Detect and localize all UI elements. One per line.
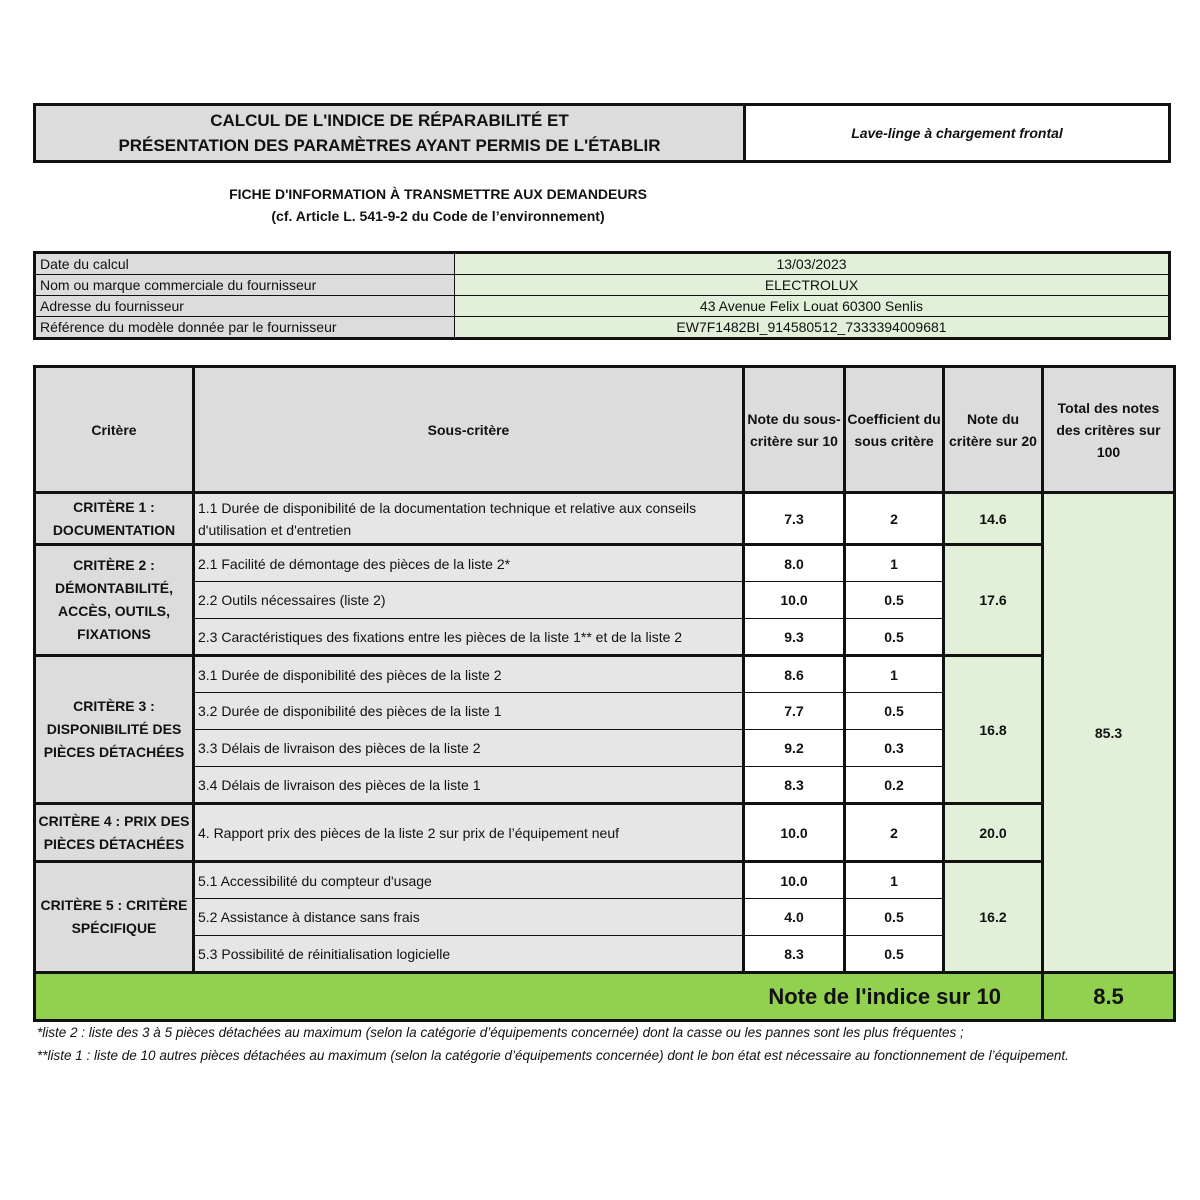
info-row (35, 253, 1170, 275)
fiche-line2: (cf. Article L. 541-9-2 du Code de l’environnement) (271, 208, 605, 224)
criterion-label: CRITÈRE 2 : DÉMONTABILITÉ, ACCÈS, OUTILS, FIXATIONS (35, 545, 194, 656)
info-row (35, 275, 1170, 296)
criterion-score: 16.2 (944, 862, 1043, 973)
sub-criterion-coefficient: 0.5 (845, 619, 944, 656)
criterion-label: CRITÈRE 4 : PRIX DES PIÈCES DÉTACHÉES (35, 804, 194, 862)
table-header-row (35, 367, 1175, 493)
info-value: ELECTROLUX (455, 275, 1170, 296)
sub-criterion-coefficient: 0.5 (845, 693, 944, 730)
table-row (35, 493, 1175, 545)
sub-criterion-label: 3.3 Délais de livraison des pièces de la liste 2 (194, 730, 744, 767)
table-row (35, 862, 1175, 899)
header-title-line1: CALCUL DE L'INDICE DE RÉPARABILITÉ ET (210, 111, 569, 130)
header-sous-critere: Sous-critère (194, 367, 744, 493)
header-note-critere: Note du critère sur 20 (944, 367, 1043, 493)
sub-criterion-note: 10.0 (744, 582, 845, 619)
criterion-label: CRITÈRE 3 : DISPONIBILITÉ DES PIÈCES DÉTACHÉES (35, 656, 194, 804)
header-coefficient: Coefficient du sous critère (845, 367, 944, 493)
sub-criterion-note: 4.0 (744, 899, 845, 936)
sub-criterion-label: 5.2 Assistance à distance sans frais (194, 899, 744, 936)
total-score: 85.3 (1043, 493, 1175, 973)
info-value: 13/03/2023 (455, 253, 1170, 275)
sub-criterion-coefficient: 2 (845, 804, 944, 862)
sub-criterion-label: 3.1 Durée de disponibilité des pièces de la liste 2 (194, 656, 744, 693)
sub-criterion-coefficient: 0.5 (845, 582, 944, 619)
info-label: Adresse du fournisseur (35, 296, 455, 317)
footnote-liste-2: *liste 2 : liste des 3 à 5 pièces détachées au maximum (selon la catégorie d’équipements concernée) dont la casse ou les pannes sont les plus fréquentes ; (37, 1025, 964, 1040)
product-type: Lave-linge à chargement frontal (851, 125, 1063, 141)
final-score-label: Note de l'indice sur 10 (35, 973, 1043, 1021)
criterion-score: 14.6 (944, 493, 1043, 545)
sub-criterion-note: 8.3 (744, 767, 845, 804)
sub-criterion-label: 4. Rapport prix des pièces de la liste 2 sur prix de l’équipement neuf (194, 804, 744, 862)
header-critere: Critère (35, 367, 194, 493)
sub-criterion-note: 7.7 (744, 693, 845, 730)
header-note-sous-critere: Note du sous-critère sur 10 (744, 367, 845, 493)
criterion-label: CRITÈRE 5 : CRITÈRE SPÉCIFIQUE (35, 862, 194, 973)
sub-criterion-note: 7.3 (744, 493, 845, 545)
header-box (33, 103, 1171, 163)
info-label: Date du calcul (35, 253, 455, 275)
supplier-info-table (33, 251, 1171, 340)
sub-criterion-note: 8.6 (744, 656, 845, 693)
sub-criterion-label: 3.2 Durée de disponibilité des pièces de la liste 1 (194, 693, 744, 730)
table-row (35, 656, 1175, 693)
sub-criterion-coefficient: 0.2 (845, 767, 944, 804)
sub-criterion-coefficient: 0.3 (845, 730, 944, 767)
final-score-row (35, 973, 1175, 1021)
info-row (35, 296, 1170, 317)
info-label: Référence du modèle donnée par le fournisseur (35, 317, 455, 339)
fiche-line1: FICHE D'INFORMATION À TRANSMETTRE AUX DEMANDEURS (229, 186, 647, 202)
sub-criterion-note: 8.3 (744, 936, 845, 973)
sub-criterion-coefficient: 2 (845, 493, 944, 545)
final-score-value: 8.5 (1043, 973, 1175, 1021)
table-row (35, 804, 1175, 862)
sub-criterion-coefficient: 0.5 (845, 936, 944, 973)
sub-criterion-coefficient: 1 (845, 656, 944, 693)
sub-criterion-label: 5.3 Possibilité de réinitialisation logicielle (194, 936, 744, 973)
sub-criterion-label: 3.4 Délais de livraison des pièces de la liste 1 (194, 767, 744, 804)
info-row (35, 317, 1170, 339)
header-title-line2: PRÉSENTATION DES PARAMÈTRES AYANT PERMIS DE L'ÉTABLIR (118, 136, 661, 155)
header-title (36, 106, 746, 160)
info-value: EW7F1482BI_914580512_7333394009681 (455, 317, 1170, 339)
sub-criterion-label: 2.3 Caractéristiques des fixations entre les pièces de la liste 1** et de la liste 2 (194, 619, 744, 656)
sub-criterion-coefficient: 1 (845, 545, 944, 582)
sub-criterion-coefficient: 1 (845, 862, 944, 899)
sub-criterion-note: 9.2 (744, 730, 845, 767)
sub-criterion-label: 5.1 Accessibilité du compteur d'usage (194, 862, 744, 899)
sub-criterion-label: 2.2 Outils nécessaires (liste 2) (194, 582, 744, 619)
info-value: 43 Avenue Felix Louat 60300 Senlis (455, 296, 1170, 317)
table-row (35, 545, 1175, 582)
sub-criterion-coefficient: 0.5 (845, 899, 944, 936)
sub-criterion-note: 10.0 (744, 862, 845, 899)
sub-criterion-note: 8.0 (744, 545, 845, 582)
criterion-score: 20.0 (944, 804, 1043, 862)
sub-criterion-note: 10.0 (744, 804, 845, 862)
sub-criterion-label: 2.1 Facilité de démontage des pièces de la liste 2* (194, 545, 744, 582)
criterion-score: 16.8 (944, 656, 1043, 804)
sub-criterion-note: 9.3 (744, 619, 845, 656)
criterion-label: CRITÈRE 1 : DOCUMENTATION (35, 493, 194, 545)
repairability-table (33, 365, 1176, 1022)
header-total: Total des notes des critères sur 100 (1043, 367, 1175, 493)
criterion-score: 17.6 (944, 545, 1043, 656)
footnotes (37, 1021, 1137, 1067)
footnote-liste-1: **liste 1 : liste de 10 autres pièces détachées au maximum (selon la catégorie d’équipements concernée) dont le bon état est nécessaire au fonctionnement de l’équipement. (37, 1048, 1069, 1063)
sub-criterion-label: 1.1 Durée de disponibilité de la documentation technique et relative aux conseils d'utilisation et d'entretien (194, 493, 744, 545)
info-label: Nom ou marque commerciale du fournisseur (35, 275, 455, 296)
